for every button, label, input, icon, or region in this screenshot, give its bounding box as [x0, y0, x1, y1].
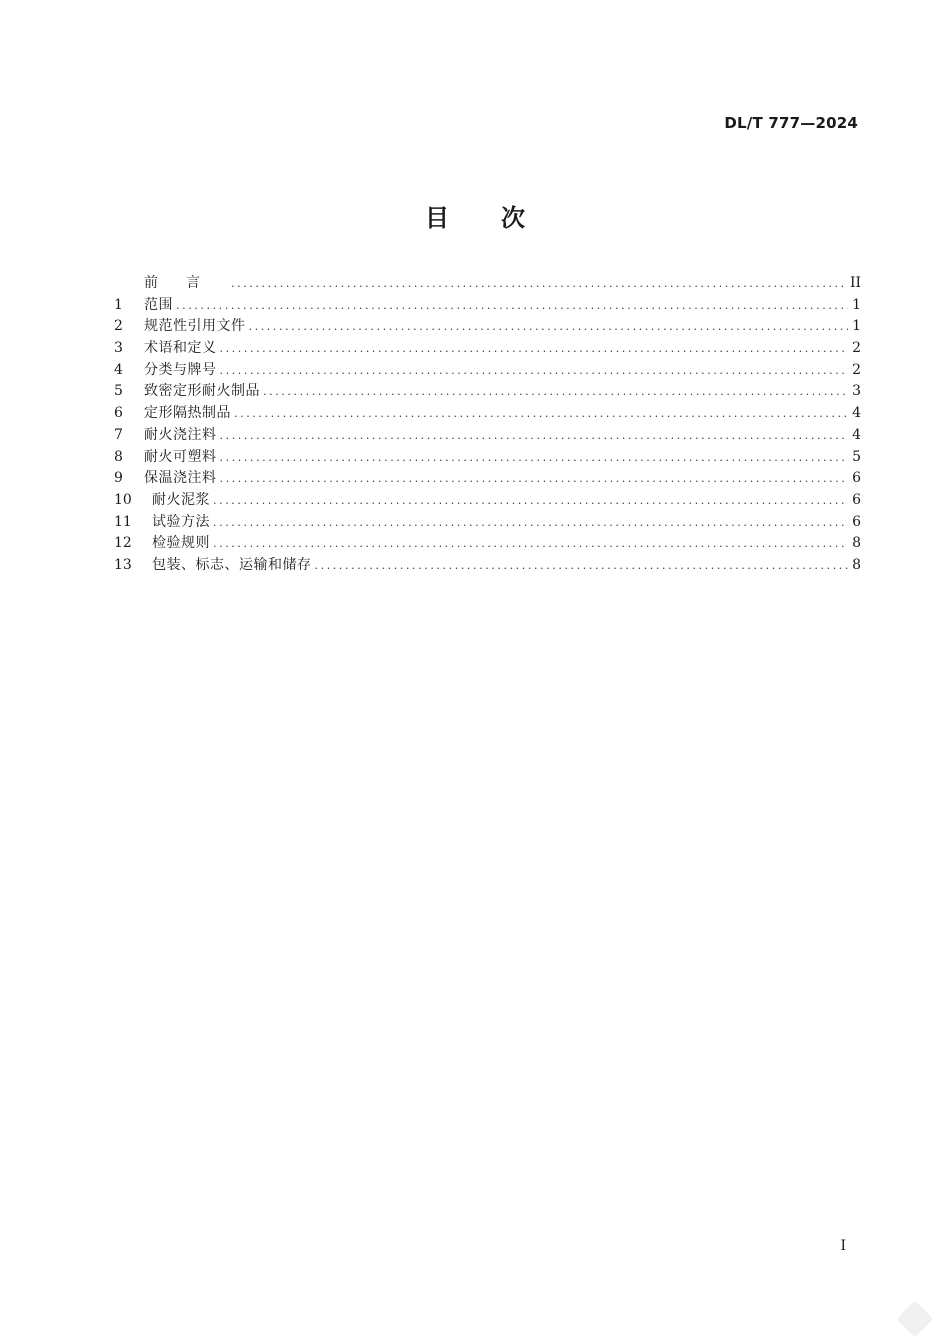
toc-dot-leader	[213, 490, 848, 512]
toc-dot-leader	[249, 316, 849, 338]
toc-entry-page: 8	[852, 535, 861, 552]
toc-dot-leader	[315, 555, 849, 577]
toc-dot-leader	[220, 447, 849, 469]
toc-entry-label: 分类与牌号	[144, 361, 217, 378]
document-code: DL/T 777—2024	[724, 114, 858, 132]
toc-entry-page: 4	[852, 405, 861, 422]
toc-dot-leader	[213, 512, 848, 534]
page-corner-mark	[897, 1301, 934, 1338]
toc-entry-label: 致密定形耐火制品	[144, 383, 260, 400]
toc-entry-page: 2	[852, 340, 861, 357]
toc-dot-leader	[220, 360, 849, 382]
page-title: 目次	[425, 204, 577, 232]
toc-entry-number: 12	[114, 535, 132, 552]
toc-entry-label: 术语和定义	[144, 340, 217, 357]
toc-entry-page: 3	[852, 383, 861, 400]
toc-entry-number: 9	[114, 470, 123, 487]
toc-entry-13[interactable]	[114, 555, 861, 577]
toc-entry-5[interactable]	[114, 381, 861, 403]
toc-dot-leader	[220, 425, 849, 447]
toc-entry-number: 5	[114, 383, 123, 400]
toc-entry-label: 保温浇注料	[144, 470, 217, 487]
toc-entry-number: 4	[114, 361, 123, 378]
toc-entry-page: 6	[852, 513, 861, 530]
toc-entry-number: 2	[114, 318, 123, 335]
toc-entry-label: 耐火可塑料	[144, 448, 217, 465]
toc-entry-10[interactable]	[114, 490, 861, 512]
toc-dot-leader	[234, 403, 848, 425]
toc-entry-label: 耐火泥浆	[152, 491, 210, 508]
toc-entry-11[interactable]	[114, 512, 861, 534]
toc-dot-leader	[176, 295, 848, 317]
toc-entry-page: 1	[852, 318, 861, 335]
toc-entry-4[interactable]	[114, 360, 861, 382]
toc-entry-number: 8	[114, 448, 123, 465]
toc-entry-6[interactable]	[114, 403, 861, 425]
toc-dot-leader	[263, 381, 848, 403]
toc-dot-leader	[213, 533, 848, 555]
toc-entry-1[interactable]	[114, 295, 861, 317]
toc-entry-7[interactable]	[114, 425, 861, 447]
toc-entry-label: 定形隔热制品	[144, 405, 231, 422]
toc-entry-number: 10	[114, 491, 132, 508]
toc-entry-label: 试验方法	[152, 513, 210, 530]
toc-entry-number: 6	[114, 405, 123, 422]
toc-dot-leader	[220, 338, 849, 360]
toc-entry-page: 4	[852, 426, 861, 443]
toc-entry-9[interactable]	[114, 468, 861, 490]
toc-entry-label: 范围	[144, 296, 173, 313]
toc-entry-page: 1	[852, 296, 861, 313]
toc-entry-page: 6	[852, 491, 861, 508]
page-number: I	[840, 1238, 846, 1254]
toc-entry-page: II	[849, 275, 861, 291]
toc-entry-label: 耐火浇注料	[144, 426, 217, 443]
table-of-contents	[114, 273, 861, 577]
toc-entry-8[interactable]	[114, 447, 861, 469]
toc-entry-number: 11	[114, 513, 132, 530]
toc-entry-number: 7	[114, 426, 123, 443]
toc-entry-page: 8	[852, 556, 861, 573]
toc-entry-label: 检验规则	[152, 535, 210, 552]
toc-entry-3[interactable]	[114, 338, 861, 360]
toc-entry-2[interactable]	[114, 316, 861, 338]
toc-dot-leader	[220, 468, 849, 490]
toc-entry-number: 1	[114, 296, 123, 313]
toc-entry-page: 2	[852, 361, 861, 378]
toc-entry-number: 13	[114, 556, 132, 573]
toc-entry-label: 规范性引用文件	[144, 318, 246, 335]
toc-entry-12[interactable]	[114, 533, 861, 555]
toc-entry-page: 6	[852, 470, 861, 487]
toc-entry-label: 包装、标志、运输和储存	[152, 556, 312, 573]
toc-entry-foreword[interactable]	[114, 273, 861, 295]
toc-entry-label: 前言	[144, 275, 228, 291]
toc-dot-leader	[231, 273, 847, 295]
toc-entry-number: 3	[114, 340, 123, 357]
toc-entry-page: 5	[852, 448, 861, 465]
